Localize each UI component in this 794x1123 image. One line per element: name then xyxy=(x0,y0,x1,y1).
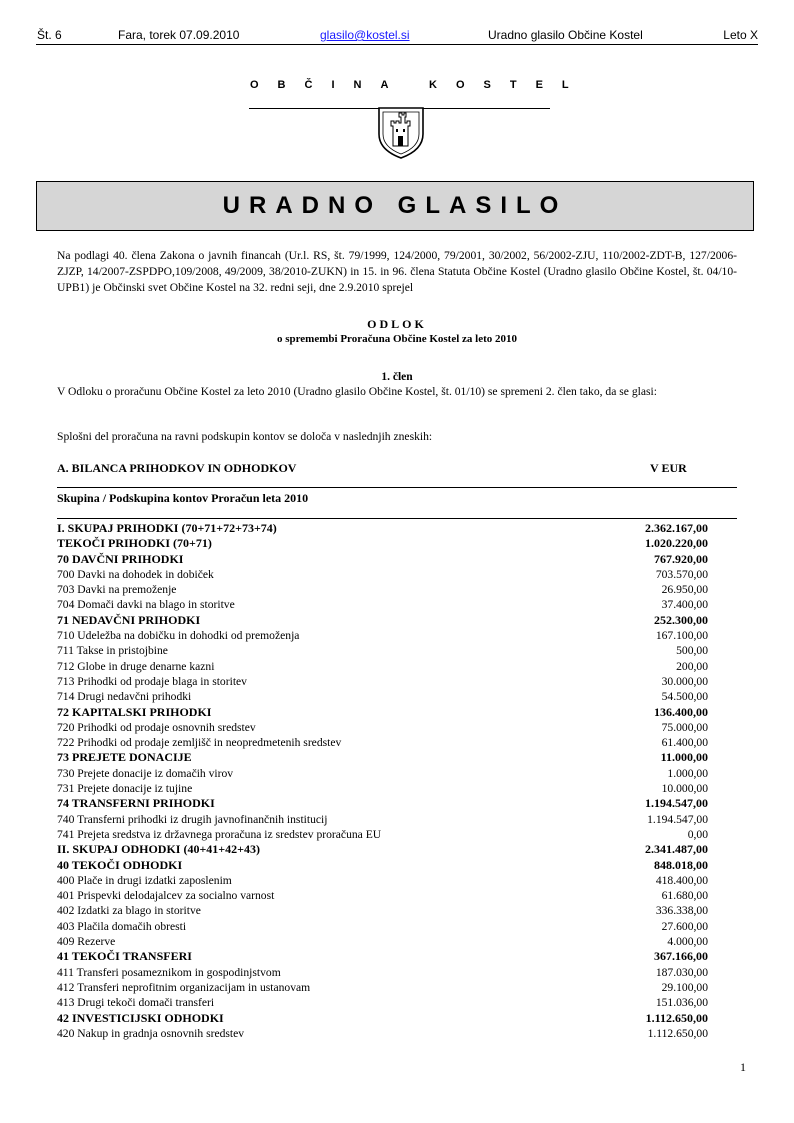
account-amount: 0,00 xyxy=(687,827,708,841)
account-label: II. SKUPAJ ODHODKI (40+41+42+43) xyxy=(57,842,260,857)
account-label: 714 Drugi nedavčni prihodki xyxy=(57,690,192,704)
account-amount: 200,00 xyxy=(676,659,708,673)
account-label: 401 Prispevki delodajalcev za socialno varnost xyxy=(57,889,275,903)
table-rule-top xyxy=(57,487,737,488)
table-row xyxy=(57,689,708,704)
issue-number: Št. 6 xyxy=(37,28,62,42)
account-label: 411 Transferi posameznikom in gospodinjstvom xyxy=(57,965,281,979)
table-row xyxy=(57,567,708,582)
account-amount: 29.100,00 xyxy=(661,980,708,994)
account-label: 71 NEDAVČNI PRIHODKI xyxy=(57,612,201,627)
account-label: 711 Takse in pristojbine xyxy=(57,644,168,658)
table-row xyxy=(57,521,708,536)
decree-title: ODLOK xyxy=(367,317,427,331)
account-label: 400 Plače in drugi izdatki zaposlenim xyxy=(57,873,232,887)
section-title: A. BILANCA PRIHODKOV IN ODHODKOV xyxy=(57,461,297,475)
gazette-banner xyxy=(36,181,754,231)
general-part-intro: Splošni del proračuna na ravni podskupin kontov se določa v naslednjih zneskih: xyxy=(57,430,433,443)
account-amount: 500,00 xyxy=(676,644,708,658)
account-amount: 252.300,00 xyxy=(654,612,708,627)
account-amount: 54.500,00 xyxy=(661,690,708,704)
account-label: 409 Rezerve xyxy=(57,935,116,949)
account-label: 741 Prejeta sredstva iz državnega proračuna iz sredstev proračuna EU xyxy=(57,827,382,841)
account-amount: 1.194.547,00 xyxy=(645,796,708,811)
table-row xyxy=(57,536,708,551)
table-row xyxy=(57,949,708,964)
account-amount: 10.000,00 xyxy=(661,782,708,796)
account-label: 74 TRANSFERNI PRIHODKI xyxy=(57,796,215,811)
account-amount: 187.030,00 xyxy=(655,965,708,979)
account-label: 412 Transferi neprofitnim organizacijam in ustanovam xyxy=(57,980,311,994)
account-amount: 1.112.650,00 xyxy=(645,1010,708,1025)
table-row xyxy=(57,796,708,811)
account-label: TEKOČI PRIHODKI (70+71) xyxy=(57,536,212,551)
account-label: 703 Davki na premoženje xyxy=(57,583,177,597)
account-amount: 703.570,00 xyxy=(655,567,708,581)
municipality-name: OBČINA KOSTEL xyxy=(250,79,588,91)
account-label: 704 Domači davki na blago in storitve xyxy=(57,598,235,612)
account-amount: 367.166,00 xyxy=(654,949,708,964)
table-row xyxy=(57,1026,708,1041)
section-heading xyxy=(57,461,737,475)
account-amount: 26.950,00 xyxy=(661,583,708,597)
table-row xyxy=(57,735,708,750)
account-label: 413 Drugi tekoči domači transferi xyxy=(57,996,215,1010)
publication-title: Uradno glasilo Občine Kostel xyxy=(488,28,643,42)
account-amount: 4.000,00 xyxy=(667,935,708,949)
budget-table xyxy=(57,521,708,1041)
account-label: 710 Udeležba na dobičku in dohodki od premoženja xyxy=(57,629,300,643)
table-row xyxy=(57,750,708,765)
castle-crest-icon xyxy=(375,104,427,160)
account-amount: 61.400,00 xyxy=(661,736,708,750)
account-amount: 418.400,00 xyxy=(655,873,708,887)
table-row xyxy=(57,720,708,735)
table-row xyxy=(57,766,708,781)
table-row xyxy=(57,873,708,888)
table-row xyxy=(57,934,708,949)
table-row xyxy=(57,613,708,628)
account-amount: 1.000,00 xyxy=(667,766,708,780)
account-amount: 136.400,00 xyxy=(654,704,708,719)
account-amount: 30.000,00 xyxy=(661,674,708,688)
table-row xyxy=(57,842,708,857)
account-label: 740 Transferni prihodki iz drugih javnofinančnih institucij xyxy=(57,812,328,826)
account-amount: 767.920,00 xyxy=(654,551,708,566)
table-row xyxy=(57,980,708,995)
page-header xyxy=(36,28,758,45)
table-row xyxy=(57,781,708,796)
account-amount: 1.194.547,00 xyxy=(647,812,708,826)
table-row xyxy=(57,582,708,597)
table-row xyxy=(57,965,708,980)
account-amount: 2.341.487,00 xyxy=(645,842,708,857)
account-label: 731 Prejete donacije iz tujine xyxy=(57,782,193,796)
account-label: 730 Prejete donacije iz domačih virov xyxy=(57,766,234,780)
account-amount: 61.680,00 xyxy=(661,889,708,903)
table-row xyxy=(57,552,708,567)
account-label: 713 Prihodki od prodaje blaga in storitev xyxy=(57,674,247,688)
account-amount: 1.020.220,00 xyxy=(645,536,708,551)
volume-year: Leto X xyxy=(723,28,758,42)
table-row xyxy=(57,888,708,903)
table-row xyxy=(57,812,708,827)
table-rule-header xyxy=(57,518,737,519)
account-label: 720 Prihodki od prodaje osnovnih sredstev xyxy=(57,720,256,734)
table-row xyxy=(57,659,708,674)
email-link[interactable]: glasilo@kostel.si xyxy=(320,28,410,42)
decree-subtitle: o spremembi Proračuna Občine Kostel za leto 2010 xyxy=(276,333,518,345)
article-heading: 1. člen xyxy=(381,371,413,383)
account-label: 402 Izdatki za blago in storitve xyxy=(57,904,201,918)
account-label: 72 KAPITALSKI PRIHODKI xyxy=(57,704,212,719)
account-label: 42 INVESTICIJSKI ODHODKI xyxy=(57,1010,224,1025)
currency-label: V EUR xyxy=(650,461,687,475)
account-label: 420 Nakup in gradnja osnovnih sredstev xyxy=(57,1026,245,1040)
account-label: 70 DAVČNI PRIHODKI xyxy=(57,551,184,566)
account-label: 41 TEKOČI TRANSFERI xyxy=(57,949,192,964)
account-label: 700 Davki na dohodek in dobiček xyxy=(57,567,214,581)
issue-date: Fara, torek 07.09.2010 xyxy=(118,28,240,42)
account-label: 403 Plačila domačih obresti xyxy=(57,919,187,933)
column-header: Skupina / Podskupina kontov Proračun leta 2010 xyxy=(57,491,309,505)
table-row xyxy=(57,597,708,612)
table-row xyxy=(57,628,708,643)
table-row xyxy=(57,705,708,720)
article-text: V Odloku o proračunu Občine Kostel za leto 2010 (Uradno glasilo Občine Kostel, št. 01/10) se spremeni 2. člen tako, da se glasi: xyxy=(57,385,657,398)
table-row xyxy=(57,903,708,918)
account-amount: 848.018,00 xyxy=(654,857,708,872)
account-label: 712 Globe in druge denarne kazni xyxy=(57,659,215,673)
account-label: 722 Prihodki od prodaje zemljišč in neopredmetenih sredstev xyxy=(57,736,342,750)
account-amount: 11.000,00 xyxy=(660,750,708,765)
table-row xyxy=(57,858,708,873)
gazette-title: URADNO GLASILO xyxy=(222,192,568,219)
account-amount: 167.100,00 xyxy=(655,629,708,643)
table-row xyxy=(57,643,708,658)
account-amount: 75.000,00 xyxy=(661,720,708,734)
account-label: 73 PREJETE DONACIJE xyxy=(57,750,192,765)
account-amount: 336.338,00 xyxy=(655,904,708,918)
account-amount: 37.400,00 xyxy=(661,598,708,612)
account-amount: 1.112.650,00 xyxy=(647,1026,708,1040)
table-row xyxy=(57,827,708,842)
table-row xyxy=(57,1011,708,1026)
table-row xyxy=(57,919,708,934)
account-label: 40 TEKOČI ODHODKI xyxy=(57,857,183,872)
account-amount: 27.600,00 xyxy=(661,919,708,933)
table-row xyxy=(57,995,708,1010)
account-amount: 2.362.167,00 xyxy=(645,521,708,535)
account-label: I. SKUPAJ PRIHODKI (70+71+72+73+74) xyxy=(57,521,277,535)
account-amount: 151.036,00 xyxy=(655,996,708,1010)
page-number: 1 xyxy=(740,1060,746,1074)
legal-preamble: Na podlagi 40. člena Zakona o javnih financah (Ur.l. RS, št. 79/1999, 124/2000, 79/2001, 30/2002, 56/2002-ZJU, 110/2002-ZDT-B, 127/2006-ZJZP, 14/2007-ZSPDPO,109/2008, 49/2009, 38/2010-ZUKN) in 15. in 96. člena Statuta Občine Kostel (Uradno glasilo Občine Kostel, št. 04/10-UPB1) je Občinski svet Občine Kostel na 32. redni seji, dne 2.9.2010 sprejel xyxy=(57,249,737,294)
table-row xyxy=(57,674,708,689)
